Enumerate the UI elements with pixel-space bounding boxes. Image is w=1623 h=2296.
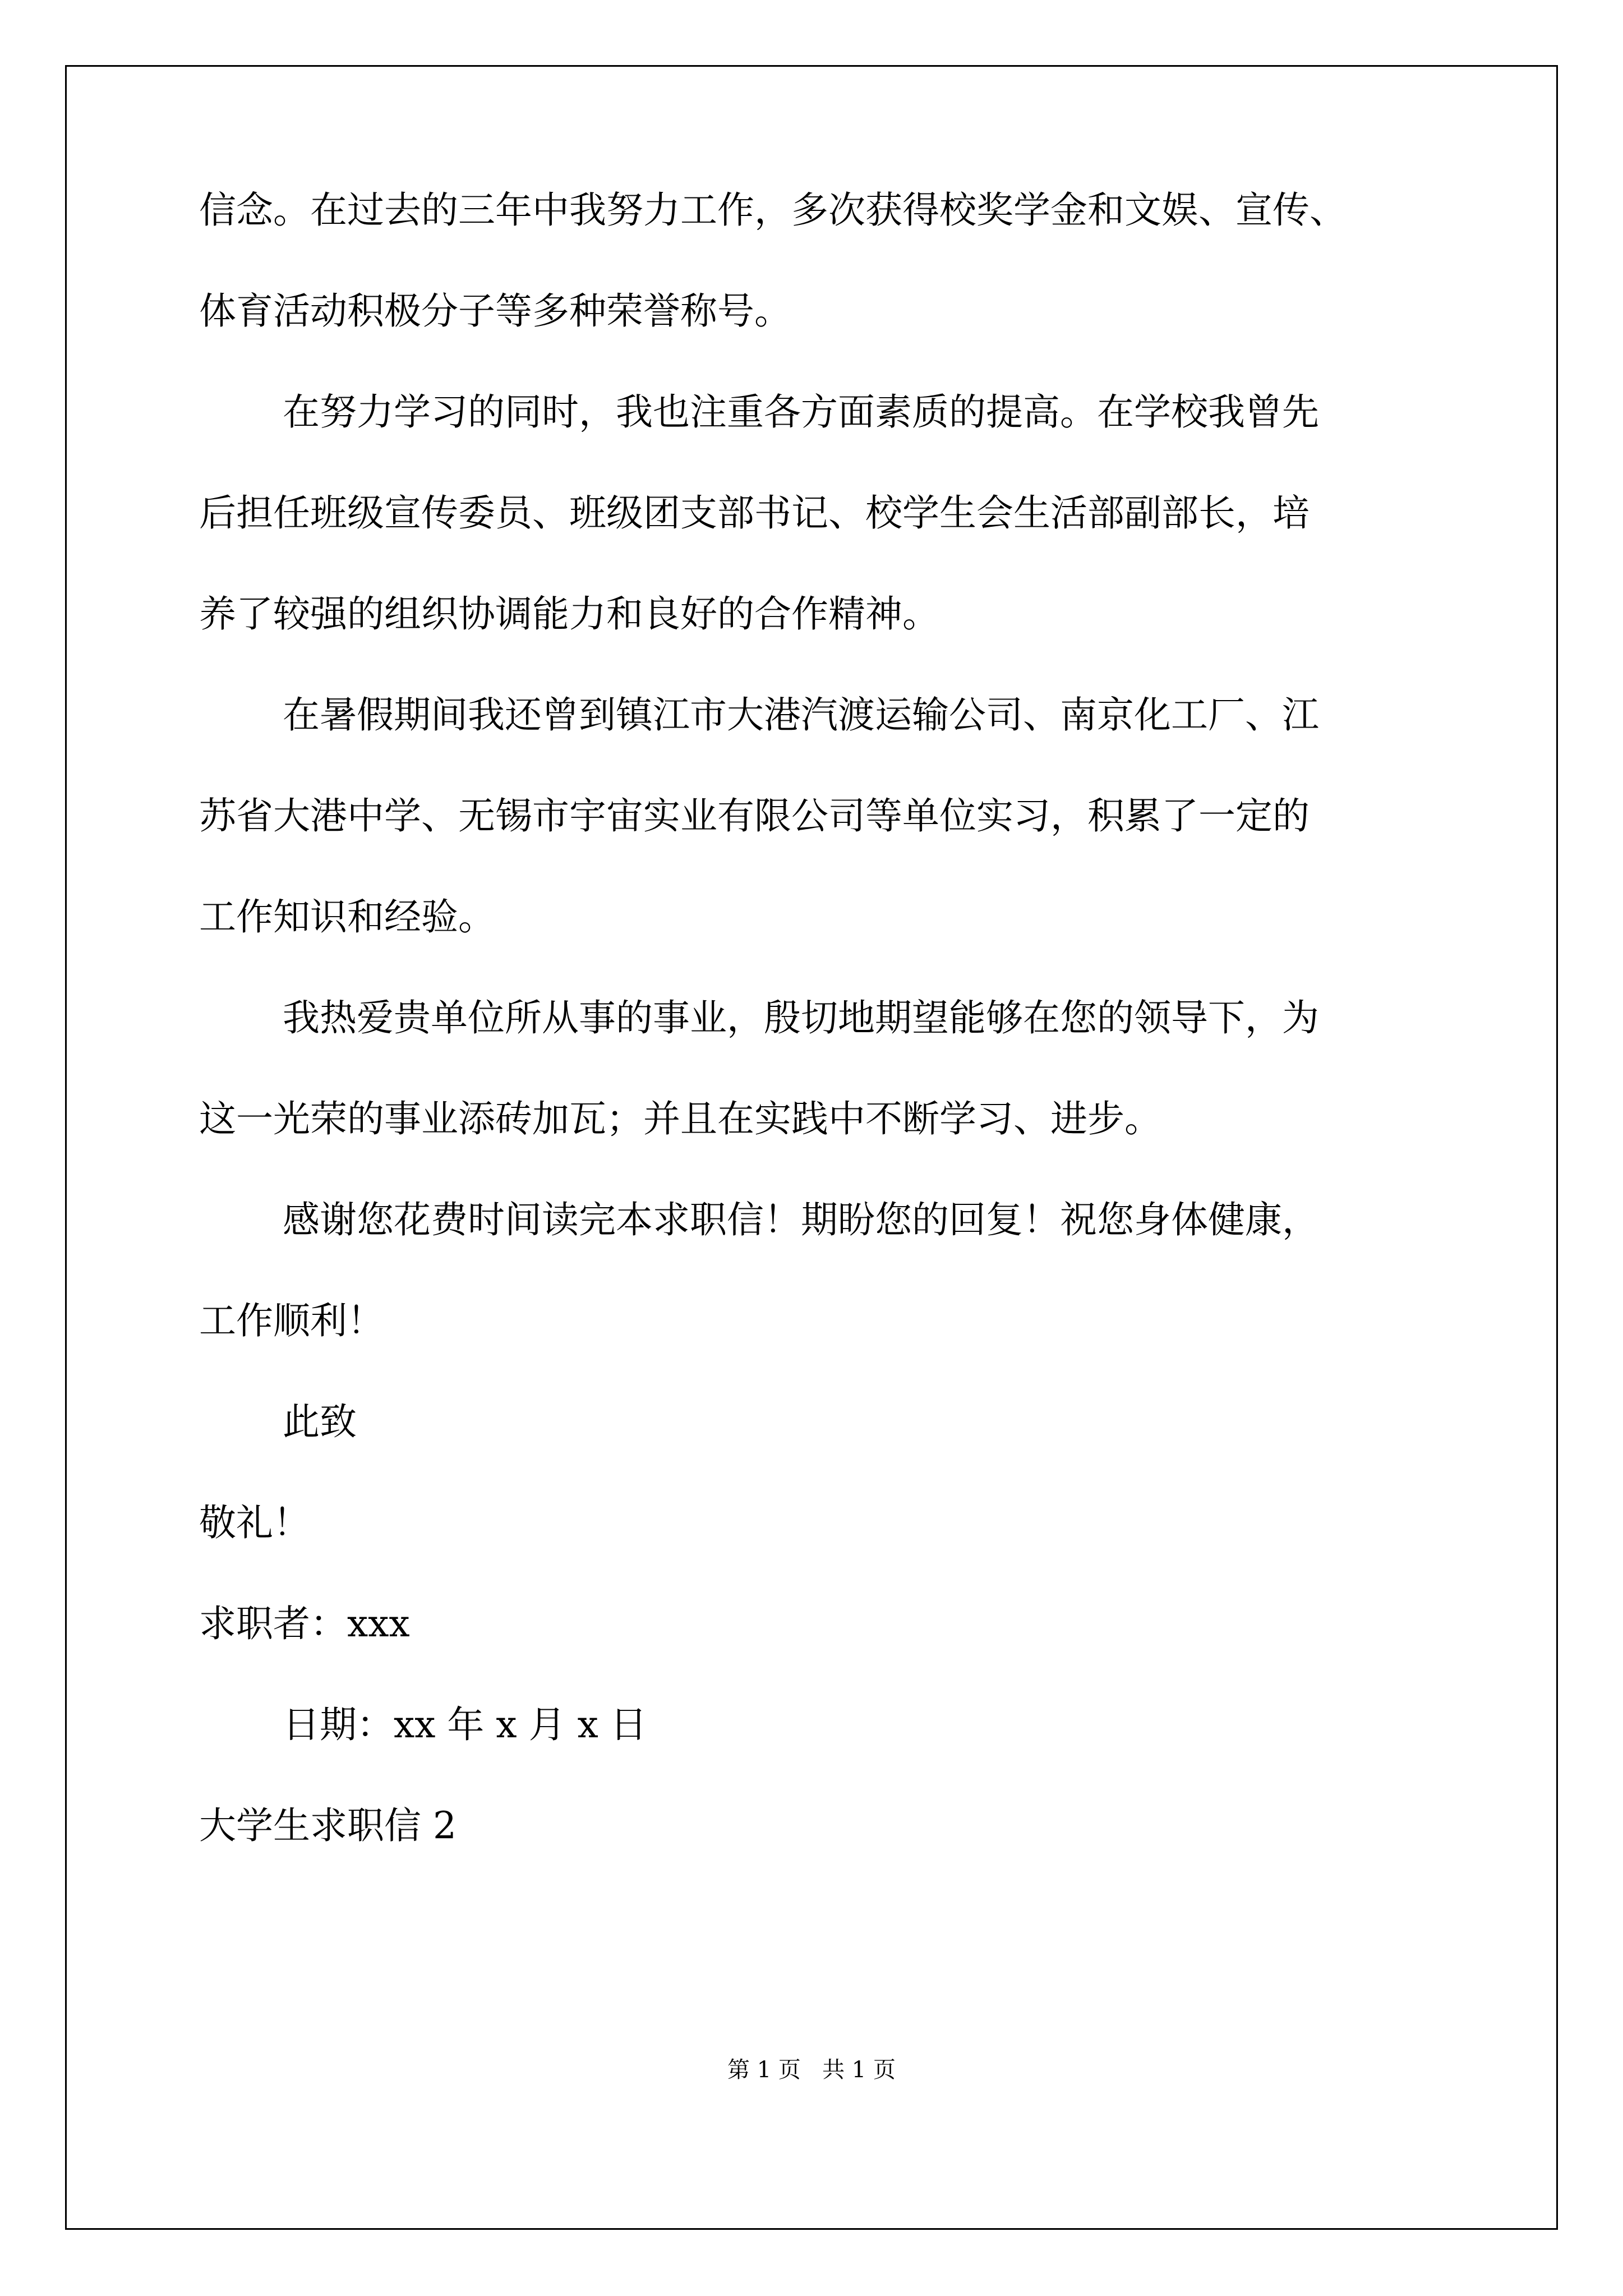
paragraph-line: 在努力学习的同时，我也注重各方面素质的提高。在学校我曾先 (283, 390, 1319, 434)
paragraph-line: 我热爱贵单位所从事的事业，殷切地期望能够在您的领导下，为 (283, 996, 1319, 1039)
paragraph-line: 体育活动积极分子等多种荣誉称号。 (199, 289, 791, 333)
paragraph-line: 信念。在过去的三年中我努力工作，多次获得校奖学金和文娱、宣传、 (199, 188, 1347, 232)
paragraph-line: 工作顺利！ (199, 1299, 384, 1342)
closing-regards: 敬礼！ (199, 1501, 310, 1544)
closing-salutation: 此致 (283, 1400, 357, 1443)
paragraph-line: 苏省大港中学、无锡市宇宙实业有限公司等单位实习，积累了一定的 (199, 794, 1310, 838)
paragraph-line: 养了较强的组织协调能力和良好的合作精神。 (199, 592, 939, 636)
paragraph-line: 在暑假期间我还曾到镇江市大港汽渡运输公司、南京化工厂、江 (283, 693, 1319, 737)
paragraph-line: 后担任班级宣传委员、班级团支部书记、校学生会生活部副部长，培 (199, 491, 1310, 535)
page-number-footer: 第 1 页 共 1 页 (727, 2057, 896, 2083)
letter-date: 日期：xx 年 x 月 x 日 (283, 1703, 647, 1746)
section-heading: 大学生求职信 2 (199, 1804, 457, 1847)
paragraph-line: 工作知识和经验。 (199, 895, 495, 938)
paragraph-line: 这一光荣的事业添砖加瓦；并且在实践中不断学习、进步。 (199, 1097, 1161, 1140)
paragraph-line: 感谢您花费时间读完本求职信！期盼您的回复！祝您身体健康， (283, 1198, 1319, 1241)
applicant-signature: 求职者：xxx (199, 1602, 410, 1645)
